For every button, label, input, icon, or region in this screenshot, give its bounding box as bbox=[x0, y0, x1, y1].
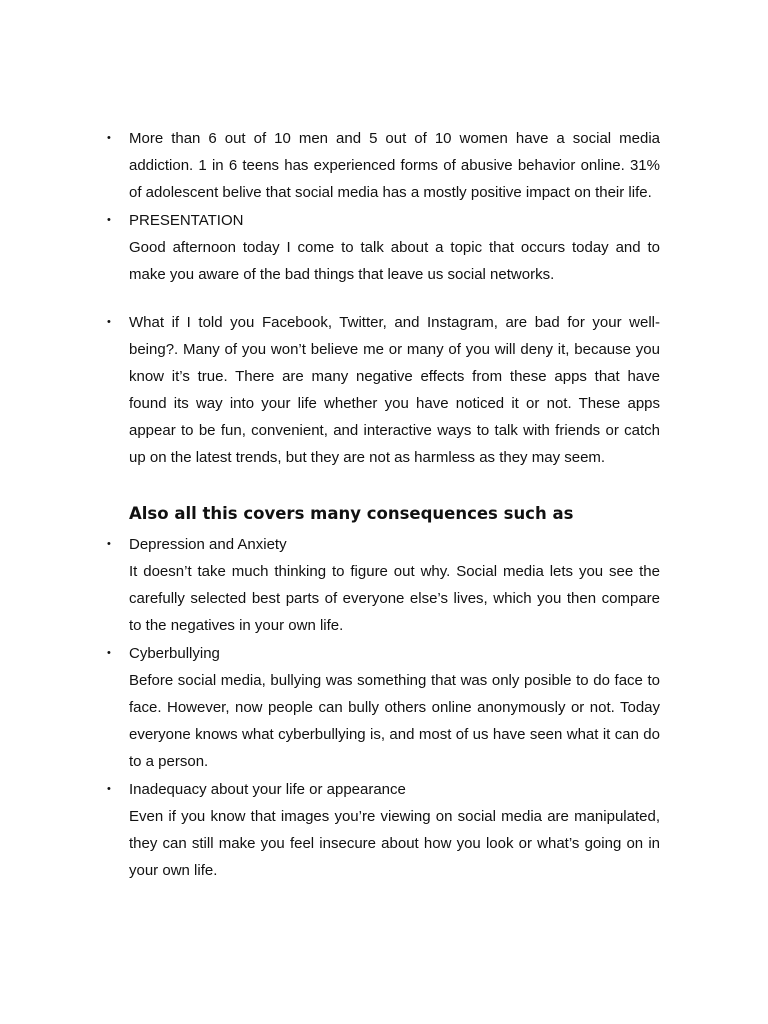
paragraph-line: up on the latest trends, but they are not as harmless as they may seem. bbox=[129, 449, 606, 466]
paragraph-line: they can still make you feel insecure about how you look or what’s going on in bbox=[129, 835, 660, 852]
list-item-depression-anxiety bbox=[107, 531, 660, 639]
paragraph-line: Even if you know that images you’re viewing on social media are manipulated, bbox=[129, 808, 660, 825]
bullet-icon: • bbox=[107, 783, 111, 795]
bullet-icon: • bbox=[107, 214, 111, 226]
paragraph-line: It doesn’t take much thinking to figure out why. Social media lets you see the bbox=[129, 563, 660, 580]
paragraph-line: addiction. 1 in 6 teens has experienced forms of abusive behavior online. 31% bbox=[129, 157, 660, 174]
section-heading: Also all this covers many consequences such as bbox=[129, 504, 574, 523]
bullet-icon: • bbox=[107, 647, 111, 659]
paragraph-line: everyone knows what cyberbullying is, and most of us have seen what it can do bbox=[129, 726, 660, 743]
paragraph-line: face. However, now people can bully others online anonymously or not. Today bbox=[129, 699, 660, 716]
list-item-social-media-addiction bbox=[107, 125, 660, 206]
paragraph-line: appear to be fun, convenient, and interactive ways to talk with friends or catch bbox=[129, 422, 660, 439]
list-item-title: PRESENTATION bbox=[129, 212, 244, 229]
list-item-presentation bbox=[107, 207, 660, 288]
paragraph-line: make you aware of the bad things that leave us social networks. bbox=[129, 266, 555, 283]
paragraph-line: to the negatives in your own life. bbox=[129, 617, 344, 634]
paragraph-line: to a person. bbox=[129, 753, 209, 770]
paragraph-line: being?. Many of you won’t believe me or many of you will deny it, because you bbox=[129, 341, 660, 358]
paragraph-line: More than 6 out of 10 men and 5 out of 10 women have a social media bbox=[129, 130, 660, 147]
list-item-inadequacy bbox=[107, 776, 660, 884]
list-item-title: Cyberbullying bbox=[129, 645, 220, 662]
bullet-icon: • bbox=[107, 132, 111, 144]
paragraph-line: carefully selected best parts of everyone else’s lives, which you then compare bbox=[129, 590, 660, 607]
bullet-icon: • bbox=[107, 316, 111, 328]
paragraph-line: your own life. bbox=[129, 862, 218, 879]
list-item-cyberbullying bbox=[107, 640, 660, 775]
paragraph-line: What if I told you Facebook, Twitter, and Instagram, are bad for your well- bbox=[129, 314, 660, 331]
bullet-icon: • bbox=[107, 538, 111, 550]
list-item-title: Depression and Anxiety bbox=[129, 536, 287, 553]
paragraph-line: of adolescent belive that social media has a mostly positive impact on their life. bbox=[129, 184, 652, 201]
list-item-what-if bbox=[107, 309, 660, 471]
paragraph-line: know it’s true. There are many negative effects from these apps that have bbox=[129, 368, 660, 385]
paragraph-line: found its way into your life whether you have noticed it or not. These apps bbox=[129, 395, 660, 412]
paragraph-line: Good afternoon today I come to talk about a topic that occurs today and to bbox=[129, 239, 660, 256]
list-item-title: Inadequacy about your life or appearance bbox=[129, 781, 406, 798]
paragraph-line: Before social media, bullying was something that was only posible to do face to bbox=[129, 672, 660, 689]
